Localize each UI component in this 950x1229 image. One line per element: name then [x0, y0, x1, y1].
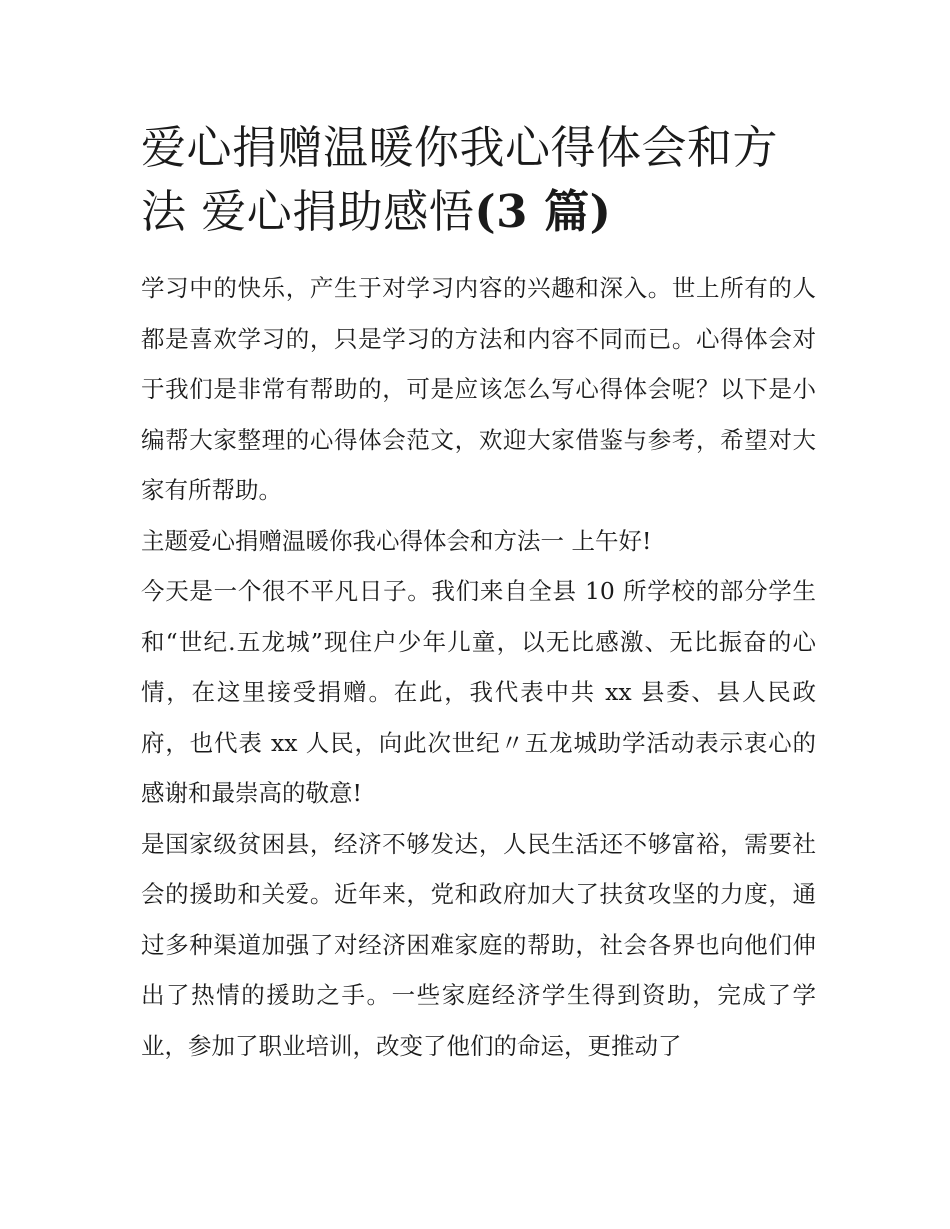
topic-heading-paragraph: 主题爱心捐赠温暖你我心得体会和方法一 上午好! [141, 526, 652, 555]
document-page [141, 116, 816, 1071]
title-count-text: (3 篇) [474, 185, 612, 238]
title-main-text: 爱心捐赠温暖你我心得体会和方法 爱心捐助感悟 [141, 121, 779, 238]
document-title [141, 116, 816, 244]
document-body [141, 263, 816, 1071]
intro-paragraph: 学习中的快乐，产生于对学习内容的兴趣和深入。世上所有的人都是喜欢学习的，只是学习的方法和内容不同而已。心得体会对于我们是非常有帮助的，可是应该怎么写心得体会呢？以下是小编帮大家整理的心得体会范文，欢迎大家借鉴与参考，希望对大家有所帮助。 [141, 274, 816, 504]
speech-opening-paragraph: 今天是一个很不平凡日子。我们来自全县 10 所学校的部分学生和“世纪.五龙城”现住户少年儿童，以无比感激、无比振奋的心情，在这里接受捐赠。在此，我代表中共 xx 县委、县人民政府，也代表 xx 人民，向此次世纪〃五龙城助学活动表示衷心的感谢和最崇高的敬意! [141, 577, 816, 807]
county-background-paragraph: 是国家级贫困县，经济不够发达，人民生活还不够富裕，需要社会的援助和关爱。近年来，党和政府加大了扶贫攻坚的力度，通过多种渠道加强了对经济困难家庭的帮助，社会各界也向他们伸出了热情的援助之手。一些家庭经济学生得到资助，完成了学业，参加了职业培训，改变了他们的命运，更推动了 [141, 829, 816, 1060]
